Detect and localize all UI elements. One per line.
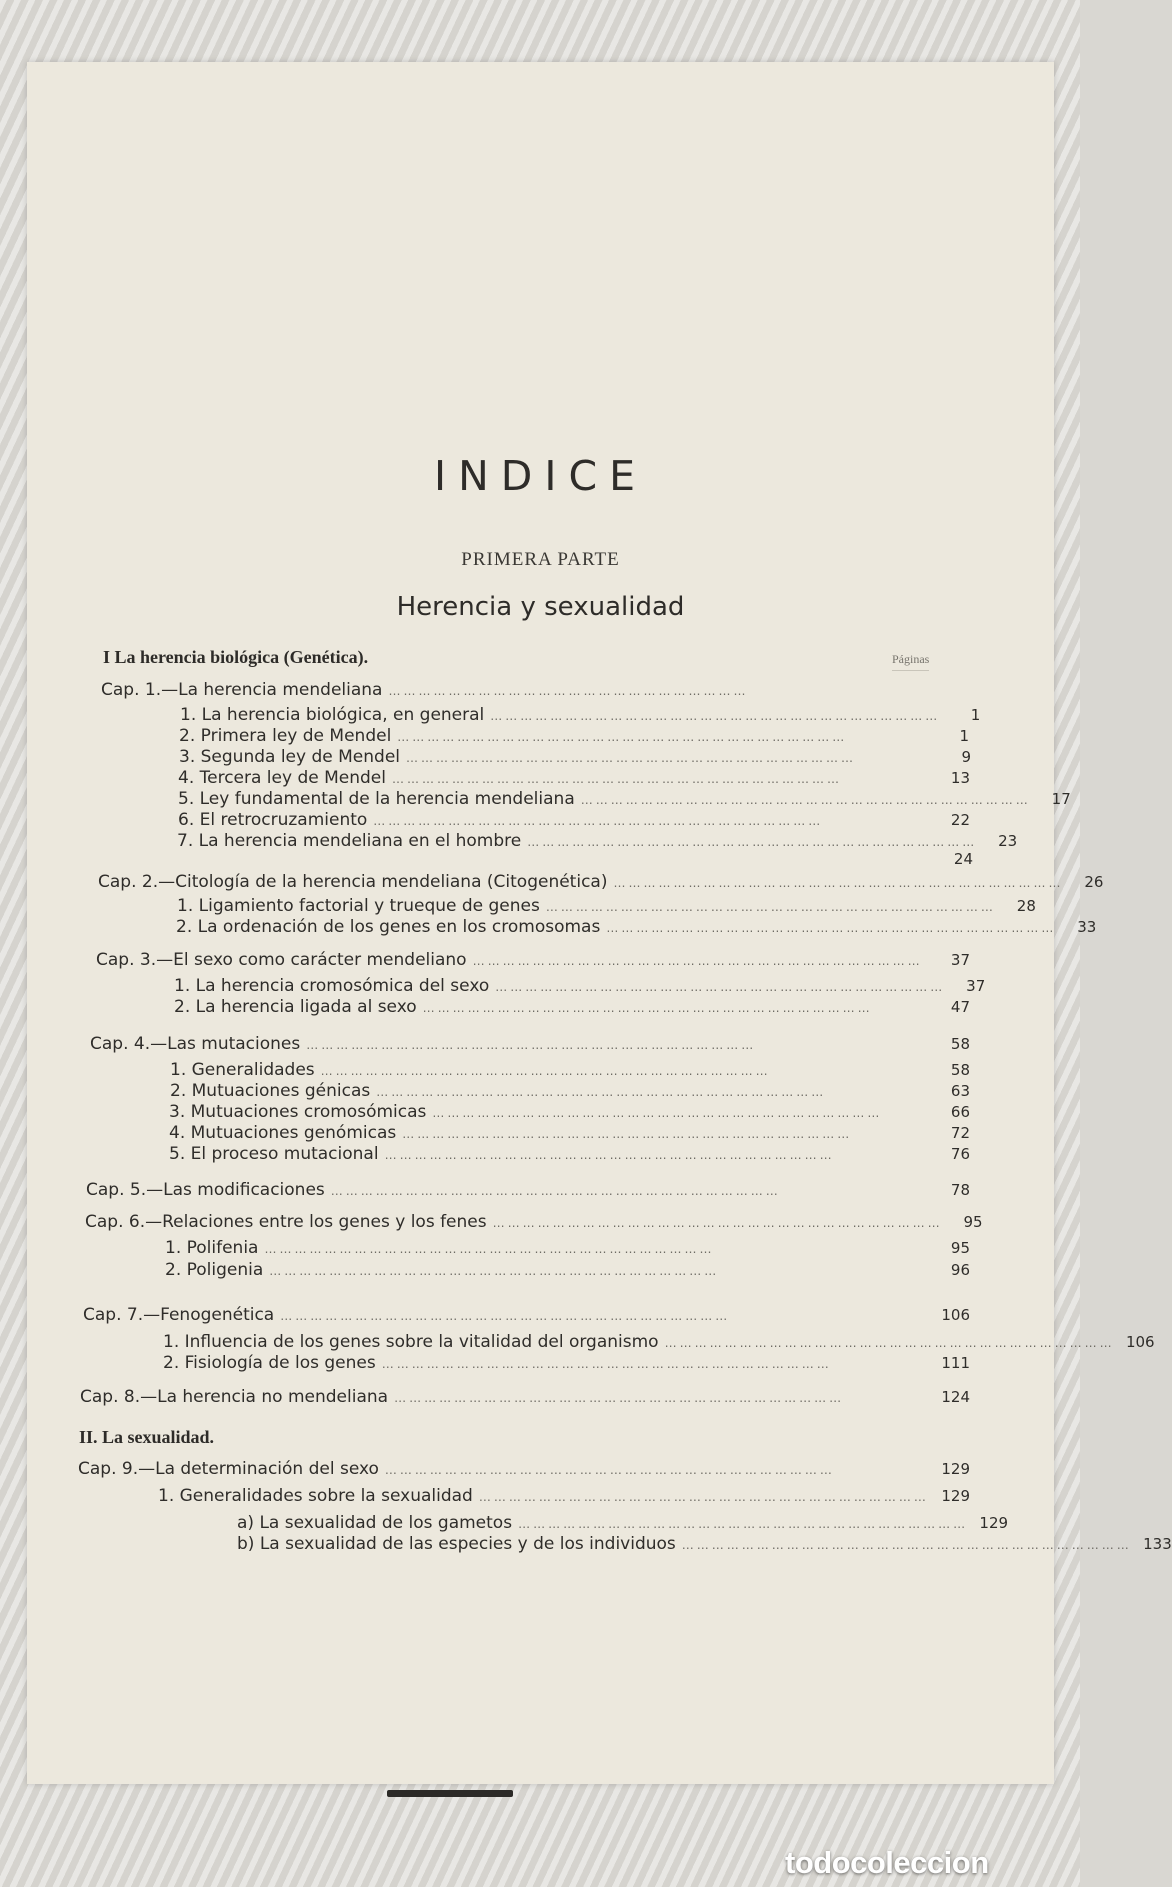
entry-page: 106 <box>941 1306 970 1324</box>
entry-label: 1. Influencia de los genes sobre la vitalidad del organismo <box>163 1332 659 1352</box>
entry-page: 96 <box>950 1261 970 1279</box>
leader-dots: ……………………………………………………………………………… <box>606 921 1057 935</box>
entry-page: 33 <box>1077 918 1097 936</box>
toc-entry <box>178 810 970 832</box>
entry-label: 2. Poligenia <box>165 1260 264 1280</box>
entry-page: 129 <box>979 1514 1009 1532</box>
watermark-logo: todocoleccion <box>785 1845 989 1880</box>
toc-entry <box>165 1260 970 1282</box>
toc-entry <box>177 896 1036 918</box>
entry-label: 6. El retrocruzamiento <box>178 810 368 830</box>
leader-dots: ……………………………………………………………………………… <box>373 814 824 828</box>
entry-page: 47 <box>950 998 970 1016</box>
toc-entry <box>178 789 1071 811</box>
toc-entry <box>158 1486 970 1508</box>
leader-dots: ……………………………………………………………………………… <box>381 1357 832 1371</box>
entry-label: 4. Mutuaciones genómicas <box>169 1123 397 1143</box>
entry-page: 23 <box>998 832 1018 850</box>
leader-dots: ……………………………………………………………………………… <box>269 1264 720 1278</box>
entry-label: 1. Ligamiento factorial y trueque de genes <box>177 896 540 916</box>
entry-page: 28 <box>1016 897 1036 915</box>
leader-dots: ……………………………………………………………………………… <box>495 980 946 994</box>
leader-dots: ……………………………………………………………………………… <box>472 954 923 968</box>
toc-entry-chapter <box>101 680 749 702</box>
entry-page: 66 <box>950 1103 970 1121</box>
entry-page: 95 <box>963 1213 983 1231</box>
toc-entry <box>176 917 1097 939</box>
toc-entry <box>174 997 970 1019</box>
entry-label: 5. El proceso mutacional <box>169 1144 379 1164</box>
leader-dots: ……………………………………………………………………………… <box>394 1391 845 1405</box>
leader-dots: ……………………………………………………………………………… <box>527 835 978 849</box>
entry-label: 2. Primera ley de Mendel <box>179 726 392 746</box>
entry-label: Cap. 6.—Relaciones entre los genes y los fenes <box>85 1212 487 1232</box>
leader-dots: ……………………………………………………………………………… <box>613 876 1064 890</box>
page-title: INDICE <box>434 452 647 500</box>
entry-label: 1. La herencia cromosómica del sexo <box>174 976 490 996</box>
toc-entry-chapter <box>86 1180 970 1202</box>
entry-page: 24 <box>953 850 973 868</box>
toc-entry-chapter <box>98 872 1104 894</box>
toc-entry <box>174 976 986 998</box>
toc-entry <box>178 768 970 790</box>
leader-dots: ……………………………………………………………………………… <box>264 1242 715 1256</box>
binding-mark <box>387 1790 513 1797</box>
entry-label: b) La sexualidad de las especies y de los individuos <box>237 1534 676 1554</box>
toc-entry <box>170 1060 970 1082</box>
entry-page: 17 <box>1051 790 1071 808</box>
leader-dots: ……………………………………………………………………………… <box>580 793 1031 807</box>
leader-dots: ……………………………………………………………………………… <box>306 1038 757 1052</box>
entry-label: 7. La herencia mendeliana en el hombre <box>177 831 522 851</box>
entry-page: 72 <box>950 1124 970 1142</box>
leader-dots: ……………………………………………………………………………… <box>391 772 842 786</box>
toc-entry <box>179 747 971 769</box>
entry-label: 2. Fisiología de los genes <box>163 1353 376 1373</box>
entry-page: 13 <box>950 769 970 787</box>
leader-dots: ……………………………………………………………… <box>388 684 749 698</box>
leader-dots: ……………………………………………………………………………… <box>681 1538 1132 1552</box>
entry-label: Cap. 1.—La herencia mendeliana <box>101 680 383 700</box>
entry-label: Cap. 7.—Fenogenética <box>83 1305 275 1325</box>
entry-page: 129 <box>941 1487 970 1505</box>
leader-dots: ……………………………………………………………………………… <box>492 1216 943 1230</box>
entry-page: 76 <box>950 1145 970 1163</box>
toc-entry <box>237 1513 1009 1535</box>
part-heading: PRIMERA PARTE <box>461 549 620 570</box>
leader-dots: ……………………………………………………………………………… <box>518 1517 969 1531</box>
section-heading-1: I La herencia biológica (Genética). <box>103 647 369 667</box>
entry-label: Cap. 5.—Las modificaciones <box>86 1180 325 1200</box>
entry-page: 129 <box>941 1460 970 1478</box>
book-page <box>27 62 1172 1784</box>
entry-label: Cap. 3.—El sexo como carácter mendeliano <box>96 950 467 970</box>
leader-dots: ……………………………………………………………………………… <box>432 1106 883 1120</box>
entry-page: 26 <box>1084 873 1104 891</box>
toc-entry-chapter <box>83 1305 970 1327</box>
toc-entry-chapter <box>90 1034 970 1056</box>
toc-entry <box>163 1353 970 1375</box>
leader-dots: ……………………………………………………………………………… <box>330 1184 781 1198</box>
leader-dots: ……………………………………………………………………………… <box>664 1336 1115 1350</box>
entry-label: 4. Tercera ley de Mendel <box>178 768 386 788</box>
section-heading-2: II. La sexualidad. <box>79 1427 215 1447</box>
entry-page: 95 <box>950 1239 970 1257</box>
entry-page: 37 <box>950 951 970 969</box>
toc-entry <box>237 1534 1172 1556</box>
toc-entry <box>169 1102 970 1124</box>
toc-entry <box>169 1144 970 1166</box>
entry-label: 2. Mutuaciones génicas <box>170 1081 371 1101</box>
leader-dots: ……………………………………………………………………………… <box>490 709 941 723</box>
entry-page: 133 <box>1143 1535 1172 1553</box>
entry-page: 63 <box>950 1082 970 1100</box>
leader-dots: ……………………………………………………………………………… <box>320 1064 771 1078</box>
entry-label: 2. La herencia ligada al sexo <box>174 997 417 1017</box>
entry-label: Cap. 4.—Las mutaciones <box>90 1034 301 1054</box>
entry-label: 1. Generalidades sobre la sexualidad <box>158 1486 473 1506</box>
entry-page: 58 <box>950 1035 970 1053</box>
entry-label: 3. Mutuaciones cromosómicas <box>169 1102 427 1122</box>
entry-page: 78 <box>950 1181 970 1199</box>
leader-dots: ……………………………………………………………………………… <box>478 1490 929 1504</box>
entry-page: 22 <box>950 811 970 829</box>
part-subject: Herencia y sexualidad <box>396 592 685 622</box>
entry-label: 1. La herencia biológica, en general <box>180 705 485 725</box>
toc-entry <box>170 1081 970 1103</box>
entry-page: 111 <box>941 1354 970 1372</box>
toc-entry <box>169 1123 970 1145</box>
entry-label: 5. Ley fundamental de la herencia mendeliana <box>178 789 575 809</box>
toc-entry <box>163 1332 1155 1354</box>
entry-label: 3. Segunda ley de Mendel <box>179 747 400 767</box>
column-header-pages: Páginas <box>892 652 929 671</box>
leader-dots: ……………………………………………………………………………… <box>280 1309 731 1323</box>
leader-dots: ……………………………………………………………………………… <box>545 900 996 914</box>
entry-page: 58 <box>950 1061 970 1079</box>
leader-dots: ……………………………………………………………………………… <box>406 751 856 765</box>
toc-entry <box>179 726 969 748</box>
toc-entry-chapter <box>96 950 970 972</box>
entry-label: 2. La ordenación de los genes en los cromosomas <box>176 917 601 937</box>
leader-dots: ……………………………………………………………………………… <box>397 730 848 744</box>
toc-entry <box>165 1238 970 1260</box>
entry-page: 106 <box>1125 1333 1155 1351</box>
entry-page: 1 <box>970 706 981 724</box>
entry-label: Cap. 8.—La herencia no mendeliana <box>80 1387 389 1407</box>
leader-dots: ……………………………………………………………………………… <box>384 1463 835 1477</box>
entry-label: 1. Generalidades <box>170 1060 315 1080</box>
entry-label: Cap. 9.—La determinación del sexo <box>78 1459 379 1479</box>
toc-entry-chapter <box>80 1387 970 1409</box>
toc-entry <box>177 831 1018 853</box>
entry-page: 124 <box>941 1388 970 1406</box>
entry-page: 1 <box>959 727 969 745</box>
leader-dots: ……………………………………………………………………………… <box>402 1127 853 1141</box>
leader-dots: ……………………………………………………………………………… <box>422 1001 873 1015</box>
toc-entry-page-only <box>927 850 973 872</box>
toc-entry-chapter <box>78 1459 970 1481</box>
leader-dots: ……………………………………………………………………………… <box>376 1085 827 1099</box>
entry-label: a) La sexualidad de los gametos <box>237 1513 513 1533</box>
entry-page: 37 <box>966 977 986 995</box>
entry-label: Cap. 2.—Citología de la herencia mendeliana (Citogenética) <box>98 872 608 892</box>
entry-page: 9 <box>961 748 971 766</box>
toc-entry-chapter <box>85 1212 983 1234</box>
entry-label: 1. Polifenia <box>165 1238 259 1258</box>
toc-entry <box>180 705 981 727</box>
leader-dots: ……………………………………………………………………………… <box>384 1148 835 1162</box>
